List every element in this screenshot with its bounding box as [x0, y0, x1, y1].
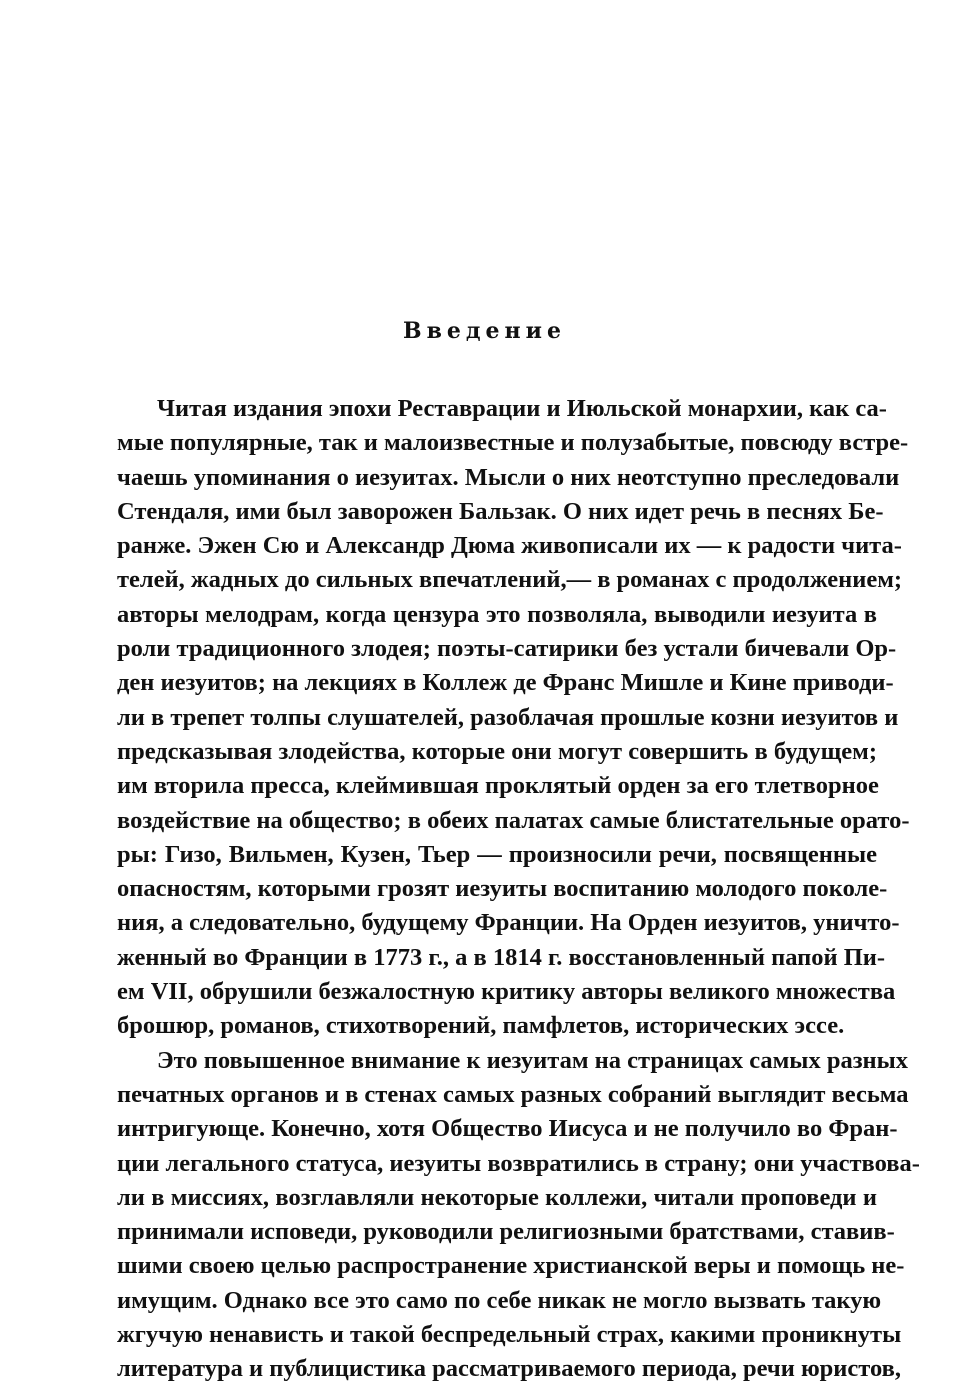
paragraph-1 — [117, 392, 910, 1044]
text-line: ранже. Эжен Сю и Александр Дюма живописали их — к радости чита- — [117, 532, 902, 560]
text-line: Стендаля, ими был заворожен Бальзак. О них идет речь в песнях Бе- — [117, 497, 884, 525]
text-line: ли в миссиях, возглавляли некоторые коллежи, читали проповеди и — [117, 1183, 877, 1211]
text-line: брошюр, романов, стихотворений, памфлетов, исторических эссе. — [117, 1012, 845, 1040]
text-line: литература и публицистика рассматриваемого периода, речи юристов, — [117, 1355, 901, 1383]
text-line: ры: Гизо, Вильмен, Кузен, Тьер — произносили речи, посвященные — [117, 840, 877, 868]
text-line: ния, а следовательно, будущему Франции. На Орден иезуитов, уничто- — [117, 909, 900, 937]
text-line: жгучую ненависть и такой беспредельный страх, какими проникнуты — [117, 1321, 902, 1349]
text-line: воздействие на общество; в обеих палатах самые блистательные орато- — [117, 806, 910, 834]
text-line: опасностям, которыми грозят иезуиты воспитанию молодого поколе- — [117, 875, 888, 903]
text-line: женный во Франции в 1773 г., а в 1814 г. восстановленный папой Пи- — [117, 943, 886, 971]
text-line: Читая издания эпохи Реставрации и Июльской монархии, как са- — [157, 395, 887, 422]
text-line: имущим. Однако все это само по себе никак не могло вызвать такую — [117, 1286, 882, 1314]
text-line: мые популярные, так и малоизвестные и полузабытые, повсюду встре- — [117, 429, 909, 457]
text-line: ден иезуитов; на лекциях в Коллеж де Франс Мишле и Кине приводи- — [117, 669, 894, 697]
text-line: интригующе. Конечно, хотя Общество Иисуса и не получило во Фран- — [117, 1115, 898, 1143]
text-line: Это повышенное внимание к иезуитам на страницах самых разных — [157, 1046, 909, 1074]
text-line: ем VII, обрушили безжалостную критику авторы великого множества — [117, 978, 896, 1006]
text-line: им вторила пресса, клеймившая проклятый орден за его тлетворное — [117, 772, 879, 800]
text-line: чаешь упоминания о иезуитах. Мысли о них неотступно преследовали — [117, 463, 900, 491]
text-line: принимали исповеди, руководили религиозными братствами, ставив- — [117, 1218, 895, 1246]
text-line: шими своею целью распространение христианской веры и помощь не- — [117, 1252, 905, 1280]
text-line: печатных органов и в стенах самых разных собраний выглядит весьма — [117, 1080, 909, 1108]
text-line: авторы мелодрам, когда цензура это позволяла, выводили иезуита в — [117, 600, 877, 628]
chapter-title: Введение — [403, 318, 566, 344]
paragraph-2 — [117, 1044, 920, 1387]
text-line: ции легального статуса, иезуиты возвратились в страну; они участвова- — [117, 1149, 920, 1177]
body-text — [117, 392, 920, 1387]
text-line: ли в трепет толпы слушателей, разоблачая прошлые козни иезуитов и — [117, 703, 899, 731]
text-line: предсказывая злодейства, которые они могут совершить в будущем; — [117, 737, 877, 765]
text-line: телей, жадных до сильных впечатлений,— в романах с продолжением; — [117, 566, 903, 594]
text-line: роли традиционного злодея; поэты-сатирики без устали бичевали Ор- — [117, 635, 897, 663]
